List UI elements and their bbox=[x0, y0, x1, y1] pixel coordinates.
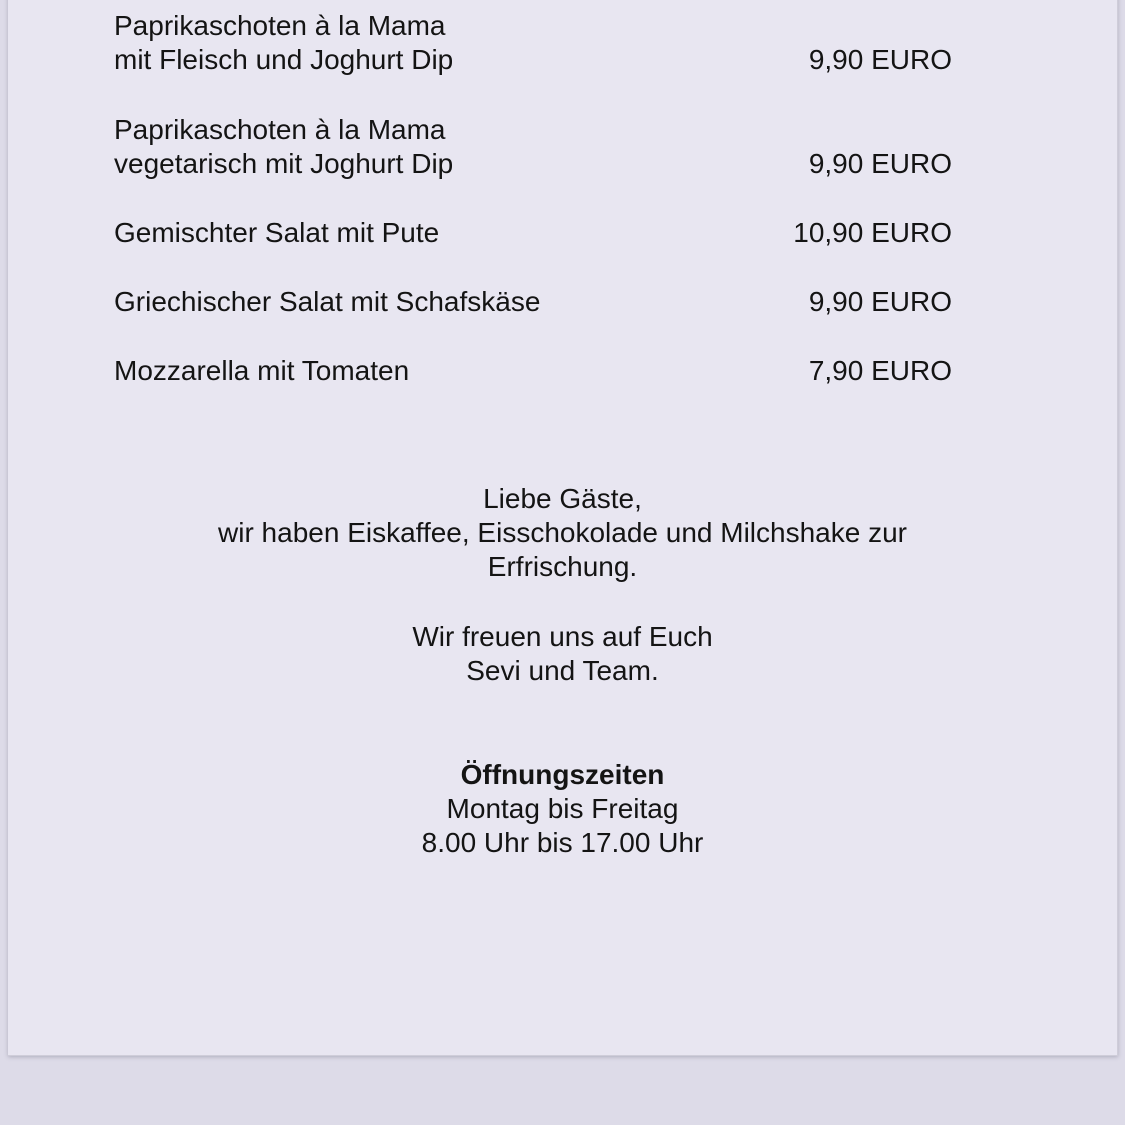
menu-item-name-line: Mozzarella mit Tomaten bbox=[114, 355, 410, 386]
opening-hours-time: 8.00 Uhr bis 17.00 Uhr bbox=[421, 827, 704, 858]
guest-notice bbox=[8, 482, 1117, 584]
menu-item-price: 9,90 EURO bbox=[808, 286, 952, 317]
menu-item bbox=[114, 216, 952, 250]
menu-item bbox=[114, 354, 952, 388]
menu-item-name-line: Paprikaschoten à la Mama bbox=[114, 114, 446, 145]
menu-item bbox=[114, 285, 952, 319]
menu-item-name-line: Griechischer Salat mit Schafskäse bbox=[114, 286, 541, 317]
notice-greeting: Liebe Gäste, bbox=[483, 483, 642, 514]
menu-item-name-line: Paprikaschoten à la Mama bbox=[114, 10, 446, 41]
menu-item-price: 10,90 EURO bbox=[793, 217, 952, 248]
menu-item-name bbox=[114, 9, 754, 77]
opening-hours-title: Öffnungszeiten bbox=[460, 759, 665, 790]
opening-hours bbox=[8, 758, 1117, 860]
menu-item bbox=[114, 113, 952, 181]
menu-page bbox=[8, 0, 1118, 1056]
menu-item-name-line: Gemischter Salat mit Pute bbox=[114, 217, 440, 248]
closing-line: Wir freuen uns auf Euch bbox=[412, 621, 713, 652]
notice-line: wir haben Eiskaffee, Eisschokolade und Milchshake zur bbox=[218, 517, 907, 548]
menu-item-name bbox=[114, 216, 754, 250]
closing-signature: Sevi und Team. bbox=[466, 655, 659, 686]
menu-item-name bbox=[114, 354, 754, 388]
opening-hours-days: Montag bis Freitag bbox=[446, 793, 679, 824]
menu-item bbox=[114, 9, 952, 77]
menu-item-price: 9,90 EURO bbox=[808, 44, 952, 75]
notice-line: Erfrischung. bbox=[487, 551, 638, 582]
menu-item-price: 7,90 EURO bbox=[808, 355, 952, 386]
menu-item-name-line: vegetarisch mit Joghurt Dip bbox=[114, 148, 454, 179]
menu-item-price: 9,90 EURO bbox=[808, 148, 952, 179]
menu-item-name bbox=[114, 285, 754, 319]
menu-item-name bbox=[114, 113, 754, 181]
notice-closing bbox=[8, 620, 1117, 688]
menu-item-name-line: mit Fleisch und Joghurt Dip bbox=[114, 44, 454, 75]
